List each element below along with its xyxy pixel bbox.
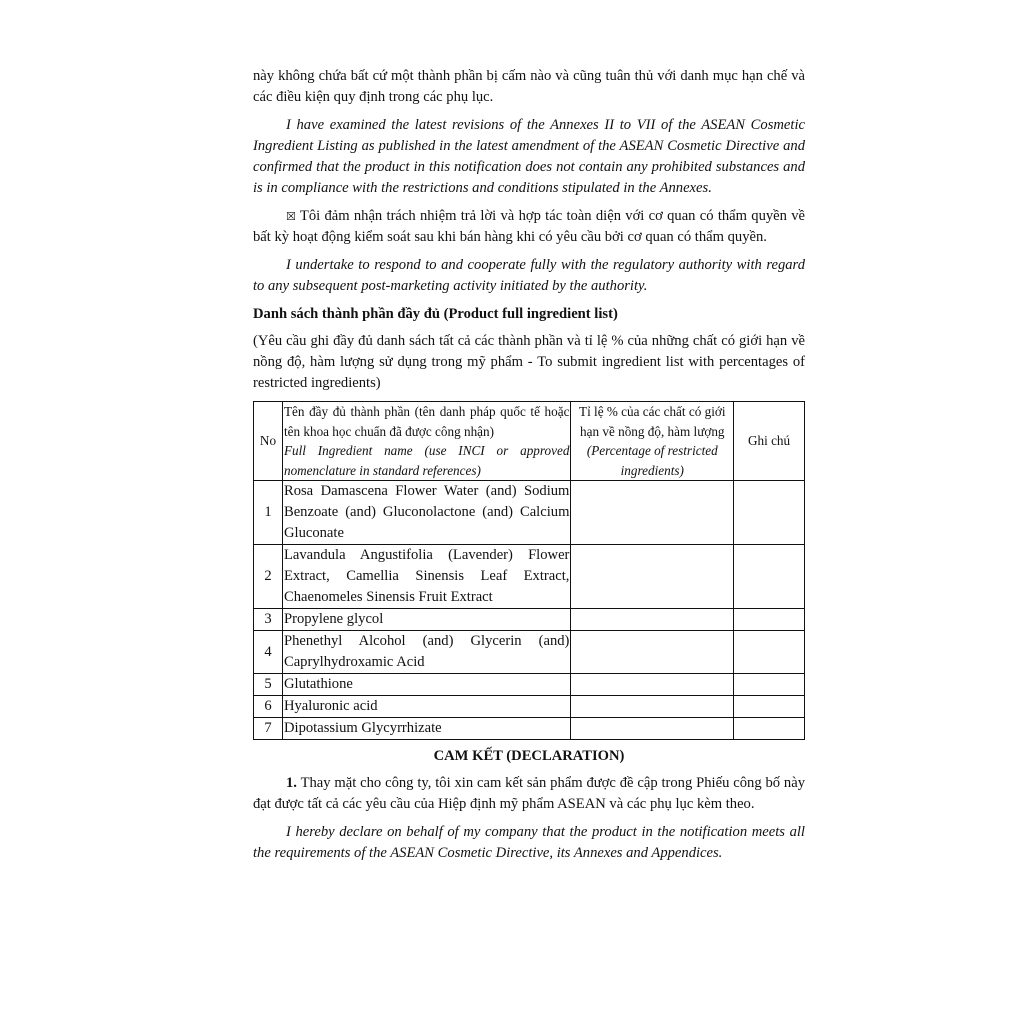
row-percentage	[571, 481, 734, 545]
table-row	[254, 609, 805, 631]
declaration-text: Thay mặt cho công ty, tôi xin cam kết sản phẩm được đề cập trong Phiếu công bố này đạt được tất cả các yêu cầu của Hiệp định mỹ phẩm ASEAN và các phụ lục kèm theo.	[253, 775, 806, 812]
table-row	[254, 674, 805, 696]
paragraph-compliance-en: I have examined the latest revisions of the Annexes II to VII of the ASEAN Cosmetic Ingredient Listing as published in the latest amendment of the ASEAN Cosmetic Directive and confirmed that the product in this notification does not contain any prohibited substances and is in compliance with the restrictions and conditions stipulated in the Annexes.	[253, 117, 805, 196]
row-note	[734, 631, 805, 674]
table-row	[254, 631, 805, 674]
header-percentage	[571, 402, 734, 481]
row-note	[734, 545, 805, 609]
ingredient-list-heading: Danh sách thành phần đầy đủ (Product full ingredient list)	[253, 306, 618, 322]
row-no: 3	[254, 609, 283, 631]
row-no: 2	[254, 545, 283, 609]
row-no: 7	[254, 718, 283, 740]
checkbox-icon: ☒	[286, 210, 296, 223]
row-percentage	[571, 609, 734, 631]
paragraph-compliance-vi: này không chứa bất cứ một thành phần bị cấm nào và cũng tuân thủ với danh mục hạn chế và các điều kiện quy định trong các phụ lục.	[253, 68, 805, 105]
declaration-paragraph-en: I hereby declare on behalf of my company that the product in the notification meets all the requirements of the ASEAN Cosmetic Directive, its Annexes and Appendices.	[253, 824, 805, 861]
paragraph-responsibility-vi	[253, 206, 805, 248]
row-percentage	[571, 631, 734, 674]
row-note	[734, 481, 805, 545]
row-percentage	[571, 696, 734, 718]
header-name-en: Full Ingredient name (use INCI or approved nomenclature in standard references)	[283, 443, 570, 478]
row-note	[734, 674, 805, 696]
header-name-vi: Tên đầy đủ thành phần (tên danh pháp quốc tế hoặc tên khoa học chuẩn đã được công nhận)	[283, 404, 570, 439]
ingredient-list-note: (Yêu cầu ghi đầy đủ danh sách tất cả các thành phần và tỉ lệ % của những chất có giới hạn về nồng độ, hàm lượng sử dụng trong mỹ phẩm - To submit ingredient list with percentages of restricted ingredients)	[253, 333, 805, 391]
row-ingredient-name: Lavandula Angustifolia (Lavender) Flower Extract, Camellia Sinensis Leaf Extract, Chaenomeles Sinensis Fruit Extract	[282, 545, 570, 609]
row-percentage	[571, 718, 734, 740]
table-header-row	[254, 402, 805, 481]
declaration-title: CAM KẾT (DECLARATION)	[433, 748, 625, 764]
row-ingredient-name: Rosa Damascena Flower Water (and) Sodium Benzoate (and) Gluconolactone (and) Calcium Gluconate	[282, 481, 570, 545]
ingredient-table-wrapper	[253, 401, 805, 740]
table-row	[254, 696, 805, 718]
row-no: 5	[254, 674, 283, 696]
ingredient-table	[253, 401, 805, 740]
header-pct-vi: Tỉ lệ % của các chất có giới hạn về nồng độ, hàm lượng	[579, 404, 726, 439]
row-ingredient-name: Hyaluronic acid	[282, 696, 570, 718]
document-page	[253, 66, 805, 871]
header-pct-en: (Percentage of restricted ingredients)	[586, 443, 718, 478]
header-no: No	[254, 402, 283, 481]
row-ingredient-name: Phenethyl Alcohol (and) Glycerin (and) Caprylhydroxamic Acid	[282, 631, 570, 674]
declaration-number: 1.	[286, 775, 297, 791]
row-no: 6	[254, 696, 283, 718]
table-row	[254, 718, 805, 740]
table-row	[254, 545, 805, 609]
row-note	[734, 696, 805, 718]
declaration-paragraph-vi	[253, 773, 805, 815]
row-percentage	[571, 674, 734, 696]
row-ingredient-name: Dipotassium Glycyrrhizate	[282, 718, 570, 740]
row-no: 4	[254, 631, 283, 674]
row-ingredient-name: Glutathione	[282, 674, 570, 696]
row-no: 1	[254, 481, 283, 545]
header-ingredient-name	[282, 402, 570, 481]
paragraph-responsibility-en: I undertake to respond to and cooperate fully with the regulatory authority with regard to any subsequent post-marketing activity initiated by the authority.	[253, 257, 805, 294]
row-note	[734, 718, 805, 740]
table-row	[254, 481, 805, 545]
row-ingredient-name: Propylene glycol	[282, 609, 570, 631]
row-percentage	[571, 545, 734, 609]
header-note: Ghi chú	[734, 402, 805, 481]
row-note	[734, 609, 805, 631]
responsibility-text: Tôi đảm nhận trách nhiệm trả lời và hợp tác toàn diện với cơ quan có thẩm quyền về bất kỳ hoạt động kiểm soát sau khi bán hàng khi có yêu cầu bởi cơ quan có thẩm quyền.	[253, 208, 805, 245]
